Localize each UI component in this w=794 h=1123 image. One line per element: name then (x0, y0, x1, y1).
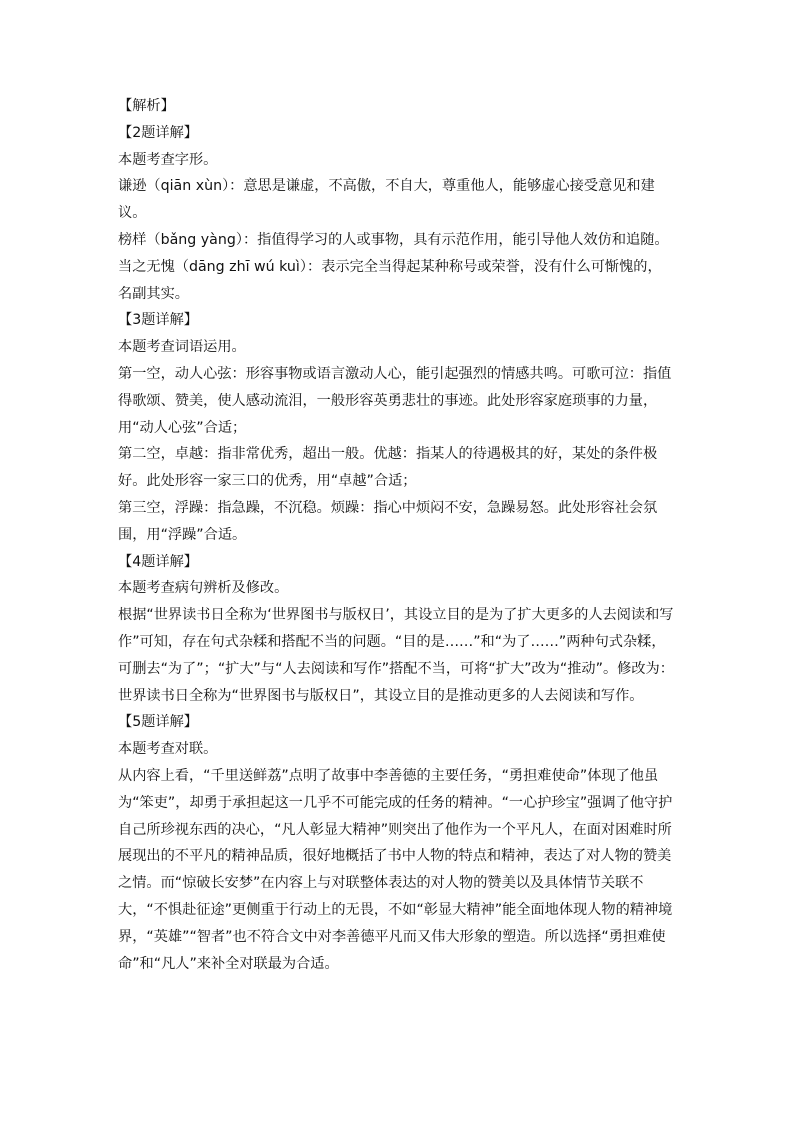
q4-intro: 本题考查病句辨析及修改。 (118, 580, 289, 597)
q3-intro: 本题考查词语运用。 (118, 339, 246, 356)
q2-heading: 【2题详解】 (118, 124, 198, 141)
q4-analysis: 根据“世界读书日全称为‘世界图书与版权日’，其设立目的是为了扩大更多的人去阅读和写作”可知，存在句式杂糅和搭配不当的问题。“目的是……”和“为了……”两种句式杂糅，可删去“为了”；“扩大”与“人去阅读和写作”搭配不当，可将“扩大”改为“推动”。修改为：世界读书日全称为“世界图书与版权日”，其设立目的是推动更多的人去阅读和写作。 (118, 607, 674, 704)
q5-intro: 本题考查对联。 (118, 741, 218, 758)
q5-analysis: 从内容上看，“千里送鲜荔”点明了故事中李善德的主要任务，“勇担难使命”体现了他虽为“笨吏”，却勇于承担起这一几乎不可能完成的任务的精神。“一心护珍宝”强调了他守护自己所珍视东西的决心，“凡人彰显大精神”则突出了他作为一个平凡人，在面对困难时所展现出的不平凡的精神品质，很好地概括了书中人物的特点和精神，表达了对人物的赞美之情。而“惊破长安梦”在内容上与对联整体表达的对人物的赞美以及具体情节关联不大，“不惧赴征途”更侧重于行动上的无畏，不如“彰显大精神”能全面地体现人物的精神境界，“英雄”“智者”也不符合文中对李善德平凡而又伟大形象的塑造。所以选择“勇担难使命”和“凡人”来补全对联最为合适。 (118, 767, 673, 972)
q4-heading: 【4题详解】 (118, 553, 198, 570)
q2-word-qianxun: 谦逊（qiān xùn）：意思是谦虚，不高傲，不自大，尊重他人，能够虚心接受意见和建议。 (118, 178, 655, 222)
q3-blank-1: 第一空，动人心弦：形容事物或语言激动人心，能引起强烈的情感共鸣。可歌可泣：指值得歌颂、赞美，使人感动流泪，一般形容英勇悲壮的事迹。此处形容家庭琐事的力量，用“动人心弦”合适； (118, 365, 672, 436)
analysis-heading: 【解析】 (118, 98, 175, 114)
q2-word-dangzhiwukui: 当之无愧（dāng zhī wú kuì）：表示完全当得起某种称号或荣誉，没有什么可惭愧的，名副其实。 (118, 258, 662, 302)
q2-word-bangyang: 榜样（bǎng yàng）：指值得学习的人或事物，具有示范作用，能引导他人效仿和追随。 (118, 231, 669, 248)
q3-heading: 【3题详解】 (118, 312, 198, 329)
q2-intro: 本题考查字形。 (118, 151, 218, 168)
q5-heading: 【5题详解】 (118, 714, 198, 731)
q3-blank-2: 第二空，卓越：指非常优秀，超出一般。优越：指某人的待遇极其的好，某处的条件极好。此处形容一家三口的优秀，用“卓越”合适； (118, 446, 658, 490)
q3-blank-3: 第三空，浮躁：指急躁，不沉稳。烦躁：指心中烦闷不安，急躁易怒。此处形容社会氛围，用“浮躁”合适。 (118, 499, 658, 543)
document-body (118, 93, 674, 977)
